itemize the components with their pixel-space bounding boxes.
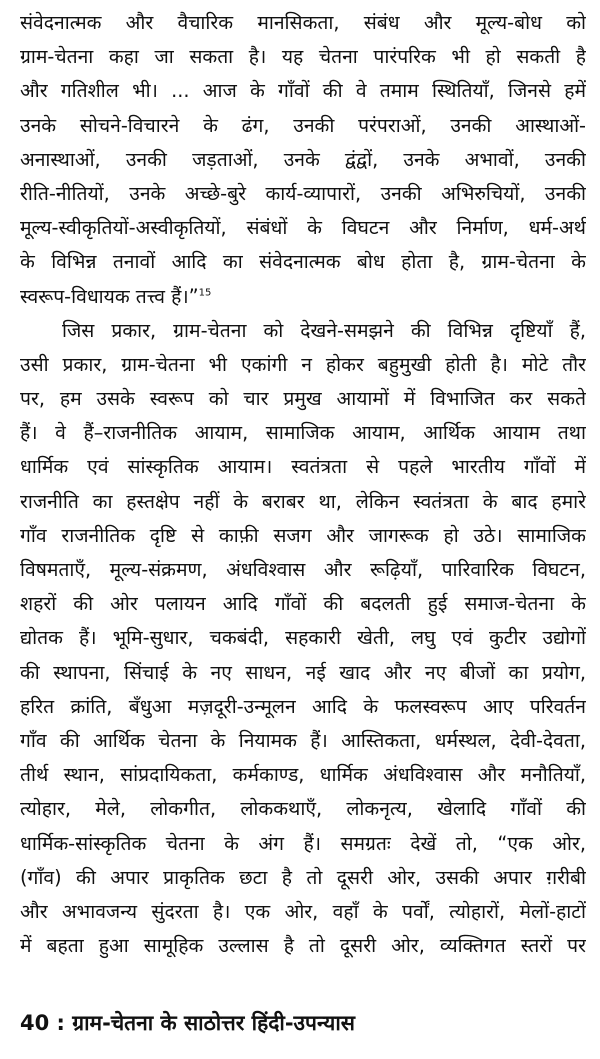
body-text [20,6,586,963]
text-line: हैं। वे हैं–राजनीतिक आयाम, सामाजिक आयाम, आर्थिक आयाम तथा [20,421,586,445]
text-line: और गतिशील भी। ... आज के गाँवों की वे तमाम स्थितियाँ, जिनसे हमें [20,79,586,103]
paragraph-2 [20,314,586,964]
text-line: उसी प्रकार, ग्राम-चेतना भी एकांगी न होकर बहुमुखी होती है। मोटे तौर [20,352,586,376]
text-line: धार्मिक-सांस्कृतिक चेतना के अंग हैं। समग्रतः देखें तो, “एक ओर, [20,831,586,855]
text-line: (गाँव) की अपार प्राकृतिक छटा है तो दूसरी ओर, उसकी अपार ग़रीबी [20,865,586,889]
text-line: संवेदनात्मक और वैचारिक मानसिकता, संबंध और मूल्य-बोध को [20,11,586,34]
text-line: उनके सोचने-विचारने के ढंग, उनकी परंपराओं, उनकी आस्थाओं- [20,113,586,137]
text-line: में बहता हुआ सामूहिक उल्लास है तो दूसरी ओर, व्यक्तिगत स्तरों पर [20,934,586,958]
paragraph-1 [20,6,586,314]
page-number: 40 [20,1011,50,1035]
text-line: त्योहार, मेले, लोकगीत, लोककथाएँ, लोकनृत्य, खेलादि गाँवों की [20,797,586,821]
text-line: शहरों की ओर पलायन आदि गाँवों की बदलती हुई समाज-चेतना के [20,592,586,616]
text-line: की स्थापना, सिंचाई के नए साधन, नई खाद और नए बीजों का प्रयोग, [20,660,586,684]
text-line: अनास्थाओं, उनकी जड़ताओं, उनके द्वंद्वों, उनके अभावों, उनकी [20,147,586,171]
text-line-last [20,280,586,314]
text-line: और अभावजन्य सुंदरता है। एक ओर, वहाँ के पर्वों, त्योहारों, मेलों-हाटों [20,899,586,923]
text-line: विषमताएँ, मूल्य-संक्रमण, अंधविश्वास और रूढ़ियाँ, पारिवारिक विघटन, [20,558,586,581]
text-line: गाँव की आर्थिक चेतना के नियामक हैं। आस्तिकता, धर्मस्थल, देवी-देवता, [20,728,586,752]
running-title: ग्राम-चेतना के साठोत्तर हिंदी-उपन्यास [72,1011,355,1035]
text-line: ग्राम-चेतना कहा जा सकता है। यह चेतना पारंपरिक भी हो सकती है [20,45,586,69]
text-line: पर, हम उसके स्वरूप को चार प्रमुख आयामों में विभाजित कर सकते [20,387,586,411]
text-line-indented: जिस प्रकार, ग्राम-चेतना को देखने-समझने की विभिन्न दृष्टियाँ हैं, [62,318,586,342]
footer-separator: : [56,1011,65,1035]
text-line: राजनीति का हस्तक्षेप नहीं के बराबर था, लेकिन स्वतंत्रता के बाद हमारे [20,489,586,513]
footnote-reference: 15 [198,287,212,299]
quote-end-text: स्वरूप-विधायक तत्त्व हैं।” [20,284,199,308]
text-line: तीर्थ स्थान, सांप्रदायिकता, कर्मकाण्ड, धार्मिक अंधविश्वास और मनौतियाँ, [20,763,586,787]
text-line: द्योतक हैं। भूमि-सुधार, चकबंदी, सहकारी खेती, लघु एवं कुटीर उद्योगों [20,626,586,650]
text-line: मूल्य-स्वीकृतियों-अस्वीकृतियों, संबंधों के विघटन और निर्माण, धर्म-अर्थ [20,216,586,240]
text-line: रीति-नीतियों, उनके अच्छे-बुरे कार्य-व्यापारों, उनकी अभिरुचियों, उनकी [20,181,586,205]
text-line: धार्मिक एवं सांस्कृतिक आयाम। स्वतंत्रता से पहले भारतीय गाँवों में [20,455,586,479]
text-line: हरित क्रांति, बँधुआ मज़दूरी-उन्मूलन आदि के फलस्वरूप आए परिवर्तन [20,694,586,718]
page-footer [20,1006,580,1040]
text-line: के विभिन्न तनावों आदि का संवेदनात्मक बोध होता है, ग्राम-चेतना के [20,250,586,274]
text-line: गाँव राजनीतिक दृष्टि से काफ़ी सजग और जागरूक हो उठे। सामाजिक [20,523,586,547]
